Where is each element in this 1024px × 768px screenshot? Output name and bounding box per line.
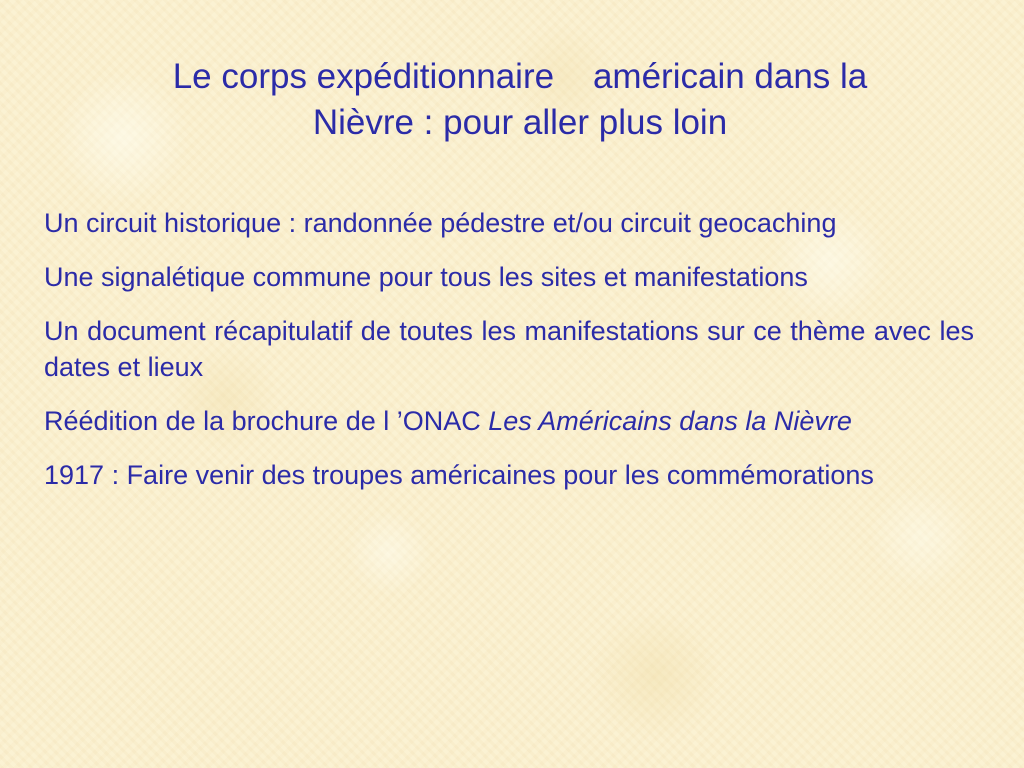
- list-item-text: Un document récapitulatif de toutes les manifestations sur ce thème avec les dates et lieux: [44, 316, 974, 382]
- list-item: [44, 403, 974, 439]
- slide-title-line-2: Nièvre : pour aller plus loin: [312, 103, 728, 142]
- list-item: [44, 313, 974, 385]
- slide-title: [60, 54, 980, 146]
- list-item-text: Une signalétique commune pour tous les sites et manifestations: [44, 262, 808, 292]
- brochure-title: Les Américains dans la Nièvre: [488, 406, 852, 436]
- list-item: [44, 259, 974, 295]
- list-item-text: 1917 : Faire venir des troupes américaines pour les commémorations: [44, 460, 874, 490]
- slide-title-line-1: Le corps expéditionnaire américain dans la: [172, 57, 868, 96]
- list-item: [44, 205, 974, 241]
- list-item: [44, 457, 974, 493]
- list-item-text: Un circuit historique : randonnée pédestre et/ou circuit geocaching: [44, 208, 837, 238]
- slide-body-list: [44, 205, 974, 511]
- list-item-text: Réédition de la brochure de l ’ONAC: [44, 406, 489, 436]
